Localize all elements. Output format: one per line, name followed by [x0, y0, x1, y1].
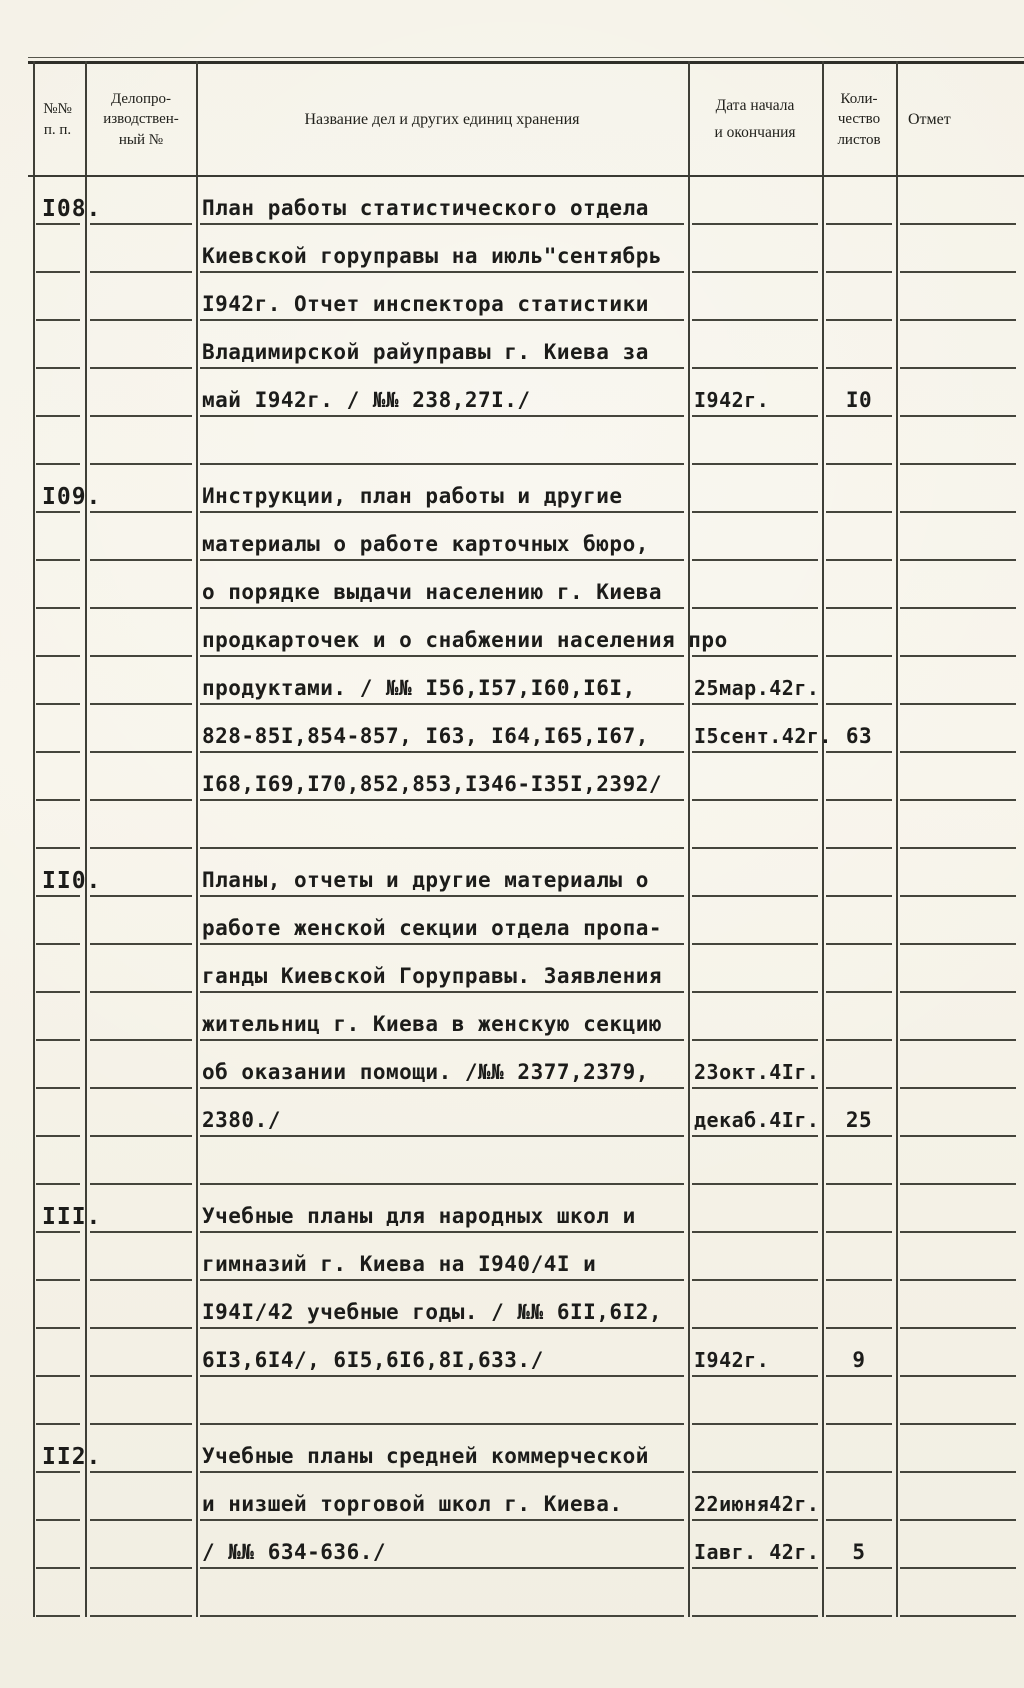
rule-line	[200, 1615, 684, 1617]
entry-text-line: Учебные планы средней коммерческой	[202, 1444, 649, 1468]
entry-number: III.	[42, 1204, 102, 1230]
rule-line	[692, 1615, 818, 1617]
entry-text-line: май I942г. / №№ 238,27I./	[202, 388, 531, 412]
table-row	[0, 945, 1024, 993]
date-value: Iавг. 42г.	[694, 1540, 820, 1564]
header-label: чество	[837, 111, 881, 128]
blank-ruled-row	[0, 1137, 1024, 1185]
table-row	[0, 1473, 1024, 1521]
table-row	[0, 609, 1024, 657]
entry-text-line: План работы статистического отдела	[202, 196, 649, 220]
blank-ruled-row	[0, 801, 1024, 849]
entry-text-line: Владимирской райуправы г. Киева за	[202, 340, 649, 364]
header-label: Отмет	[908, 110, 951, 128]
entry-text-line: I942г. Отчет инспектора статистики	[202, 292, 649, 316]
entry-text-line: Планы, отчеты и другие материалы о	[202, 868, 649, 892]
table-row	[0, 1185, 1024, 1233]
table-row	[0, 1521, 1024, 1569]
table-row	[0, 849, 1024, 897]
entry-text-line: 828-85I,854-857, I63, I64,I65,I67,	[202, 724, 649, 748]
entry-text-line: / №№ 634-636./	[202, 1540, 387, 1564]
entry-text-line: об оказании помощи. /№№ 2377,2379,	[202, 1060, 649, 1084]
header-label: п. п.	[43, 121, 72, 138]
table-rows	[0, 177, 1024, 1617]
column-header-office-number	[88, 64, 194, 175]
entry-text-line: Инструкции, план работы и другие	[202, 484, 623, 508]
entry-text-line: гимназий г. Киева на I940/4I и	[202, 1252, 597, 1276]
entry-text-line: и низшей торговой школ г. Киева.	[202, 1492, 623, 1516]
column-header-sheet-count	[824, 64, 894, 175]
entry-text-line: I94I/42 учебные годы. / №№ 6II,6I2,	[202, 1300, 663, 1324]
table-row	[0, 1329, 1024, 1377]
table-row	[0, 753, 1024, 801]
header-label: Название дел и других единиц хранения	[304, 110, 580, 128]
header-label: Коли-	[840, 91, 878, 108]
date-value: I5сент.42г.	[694, 724, 832, 748]
table-row	[0, 897, 1024, 945]
entry-text-line: ганды Киевской Горуправы. Заявления	[202, 964, 663, 988]
table-row	[0, 1041, 1024, 1089]
sheet-count: 5	[852, 1540, 866, 1564]
date-value: I942г.	[694, 1348, 770, 1372]
table-row	[0, 465, 1024, 513]
table-row	[0, 225, 1024, 273]
header-label: и окончания	[714, 123, 796, 141]
entry-text-line: материалы о работе карточных бюро,	[202, 532, 649, 556]
column-header-dates	[690, 64, 820, 175]
entry-text-line: Учебные планы для народных школ и	[202, 1204, 636, 1228]
table-row	[0, 705, 1024, 753]
entry-text-line: о порядке выдачи населению г. Киева	[202, 580, 663, 604]
entry-text-line: работе женской секции отдела пропа-	[202, 916, 663, 940]
entry-number: II0.	[42, 868, 102, 894]
column-header-item-number	[30, 64, 85, 175]
header-label: Дата начала	[715, 96, 795, 114]
table-row	[0, 561, 1024, 609]
entry-number: I08.	[42, 196, 102, 222]
rule-line	[900, 1615, 1016, 1617]
date-value: 25мар.42г.	[694, 676, 820, 700]
table-row	[0, 1233, 1024, 1281]
column-header-note	[898, 64, 1020, 175]
entry-text-line: жительниц г. Киева в женскую секцию	[202, 1012, 663, 1036]
table-row	[0, 321, 1024, 369]
entry-number: II2.	[42, 1444, 102, 1470]
header-label: листов	[837, 131, 881, 148]
blank-ruled-row	[0, 417, 1024, 465]
entry-text-line: 6I3,6I4/, 6I5,6I6,8I,633./	[202, 1348, 544, 1372]
table-header	[0, 64, 1024, 175]
header-label: №№	[43, 101, 72, 118]
table-row	[0, 1089, 1024, 1137]
entry-text-line: I68,I69,I70,852,853,I346-I35I,2392/	[202, 772, 663, 796]
top-rule-thin	[28, 57, 1024, 58]
column-header-title	[198, 64, 686, 175]
table-row	[0, 177, 1024, 225]
sheet-count: I0	[845, 388, 873, 412]
rule-line	[36, 1615, 80, 1617]
sheet-count: 25	[845, 1108, 873, 1132]
blank-ruled-row	[0, 1377, 1024, 1425]
table-row	[0, 1281, 1024, 1329]
rule-line	[90, 1615, 192, 1617]
entry-text-line: продуктами. / №№ I56,I57,I60,I6I,	[202, 676, 636, 700]
table-row	[0, 657, 1024, 705]
header-label: изводствен-	[103, 111, 179, 128]
rule-line	[826, 1615, 892, 1617]
table-row	[0, 993, 1024, 1041]
table-row	[0, 273, 1024, 321]
sheet-count: 63	[845, 724, 873, 748]
table-row	[0, 513, 1024, 561]
date-value: I942г.	[694, 388, 770, 412]
table-row	[0, 369, 1024, 417]
entry-text-line: продкарточек и о снабжении населения про	[202, 628, 728, 652]
blank-ruled-row	[0, 1569, 1024, 1617]
entry-text-line: 2380./	[202, 1108, 281, 1132]
sheet-count: 9	[852, 1348, 866, 1372]
header-label: Делопро-	[110, 91, 172, 108]
entry-number: I09.	[42, 484, 102, 510]
table-row	[0, 1425, 1024, 1473]
date-value: 22июня42г.	[694, 1492, 820, 1516]
date-value: 23окт.4Iг.	[694, 1060, 820, 1084]
header-label: ный №	[118, 131, 164, 148]
date-value: декаб.4Iг.	[694, 1108, 820, 1132]
entry-text-line: Киевской горуправы на июль"сентябрь	[202, 244, 663, 268]
